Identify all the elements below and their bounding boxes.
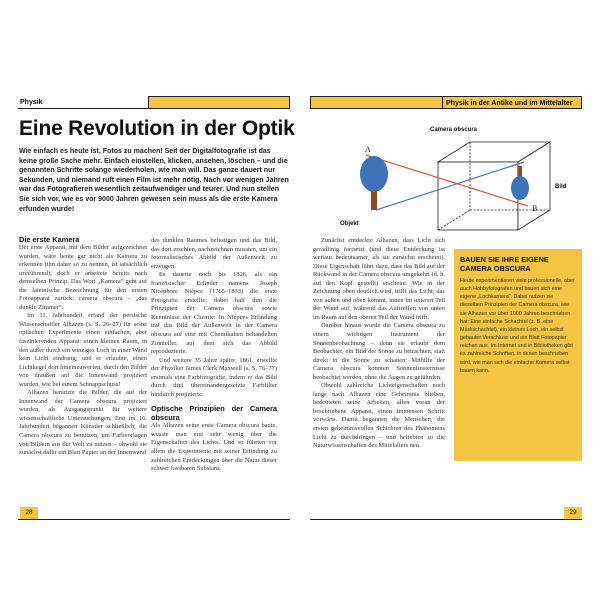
figure-label-b: B [532, 204, 538, 213]
paragraph: Zunächst entdeckte Alhazen, dass Licht sich geradlinig fortsetzt (und diese Entdeckung ist weitaus bedeutsamer, als sie zunächst erscheint). Diese Eigenschaft führt dazu, dass das Bild auf der Rückwand in der Camera obscura umgekehrt (d. h. auf den Kopf gestellt) erscheint. Wie in der Zeichnung oben deutlich wird, trifft das Licht, das von außen und oben kommt, innen im unteren Teil der Wand auf, während das Auftreffen von unten im Raum auf den oberen Teil der Wand trifft. [313, 237, 445, 321]
paragraph: Darüber hinaus wurde die Camera obscura zu einem wichtigen Instrument der Sonnenbeobachtung – denn sie erlaubt dem Beobachter, ein Bild der Sonne zu betrachten, statt direkt in die Sonne zu schauen: Mithilfe der Camera obscura konnten Sonnenfinsternisse beobachtet werden, ohne die Augen zu gefährden. [313, 322, 445, 381]
page-number-left: 28 [20, 507, 38, 519]
section-heading-optische-prinzipien: Optische Prinzipien der Camera obscura [151, 404, 277, 423]
paragraph: Als Alhazen seine erste Camera obscura baute, wusste man erst sehr wenig über die Eigenschaften des Lichts. Und so führten vor allem die Experimente mit seiner Erfindung zu zahlreichen Entdeckungen über die Natur dieser schwer fassbaren Substanz. [151, 422, 277, 473]
page-number-right: 29 [564, 507, 582, 519]
paragraph: Der erste Apparat, mit dem Bilder aufgezeichnet wurden, wäre heute gar nicht als Kamera zu erkennen (ihn daher so zu nennen, ist tatsächlich irreführend); doch er arbeitete bereits nach demselben Prinzip. Das Wort „Kamera“ geht auf die lateinische Bezeichnung für den ersten Fotoapparat zurück: camera obscura – „das dunkle Zimmer“. [19, 244, 147, 311]
header-left-bar [148, 96, 290, 109]
figure-label-a: A [365, 145, 371, 154]
camera-obscura-figure [318, 122, 580, 234]
paragraph: Es dauerte noch bis 1826, als ein französischer Erfinder namens Joseph Nicéphore Niépce (1765–1833) die erste Fotografie erstellte; dabei half ihm die Prinzipien der Camera obscura sowie Kenntnisse der Chemie: In Niépces Erfindung traf das Bild der Außenwelt in der Camera obscura auf eine mit Chemikalien behandelten Zinnteller, auf dem sich das Abbild reproduzierte. [151, 271, 277, 356]
header-left-label: Physik [18, 96, 148, 109]
camera-box [438, 142, 550, 230]
intro-text: Wie einfach es heute ist, Fotos zu machen! Seit der Digitalfotografie ist das keine große Sache mehr. Einfach einstellen, klicken, ansehen, löschen – und die genannten Schritte solange wiederholen, wie man will. Das ganze dauert nur Sekunden, und niemand ruft einen Film ist mehr nötig. Nach vor wenigen Jahren war das Fotografieren wesentlich zeitaufwendiger und teurer. Und nun stellen Sie sich vor, wie es vor 9000 Jahren gewesen sein muss als die erste Kamera erfunden wurde! [19, 148, 289, 213]
figure-title: Camera obscura [430, 127, 478, 133]
paragraph: Im 11. Jahrhundert erfand der persische Wissenschaftler Alhazen (s. S. 26–27) für seine optischen Experimente einen einfachen, aber faszinierenden Apparat: einen kleinen Raum, in den außer durch ein winziges Loch in einer Wand kein Licht eindrang, und er erlaubte, einen Lichtkegel dort hineinzuwerfen, durch den Bilder von draußen auf die Innenwand projiziert wurden, wie bei einem Schnappschuss! [19, 312, 147, 388]
paragraph: des dunklen Raumes befestigen und das Bild, das dort erschien, nachzeichnen mussten, um ein fotorealistisches Abbild der Außenwelt zu erzeugen. [151, 237, 277, 270]
paragraph: Obwohl zahlreiche Lichteigenschaften noch lange nach Alhazen eine Geheimnis blieben, bedeuteten seine Arbeiten, allen voran der beschriebene Apparat, einen immensen Schritt vorwärts. Damit begannen die Menschen, die ersten geheimnisvollen Schichten des Phänomens Licht zu durchdringen – und beliebten so die Naturwissenschaften des Mittelalters neu. [313, 382, 445, 450]
section-heading-erste-kamera: Die erste Kamera [19, 235, 80, 244]
footer-rule-right [310, 519, 582, 520]
tip-box-text: Heute experimentieren viele professionelle, aber auch Hobbyfotografen und bauen sich eine eigene „Lochkamera“. Dabei nutzen sie dieselben Prinzipien der Camera obscura, wie sie Alhazen vor über 1000 Jahren beschrieben hat: Eine einfache Schachtel (z. B. eine Müslischachtel), ein kleines Loch, ein selbst gebauter Verschluss und ein Blatt Fotopapier reichen aus. Im Internet und in Bibliotheken gibt es zahlreiche Schriften, in denen beschrieben wird, wie man sich die einfache Kamera selbst bauen kann. [460, 278, 575, 374]
paragraph: Und weitere 35 Jahre später, 1861, erstellte der Physiker James Clerk Maxwell (s. S. 76–77) erstmals eine Farbfotografie, indem er das Bild durch drei übereinandergesetzte Farbfilter hindurch projizierte. [151, 356, 277, 398]
camera-obscura-diagram [318, 122, 580, 234]
tip-box-heading: BAUEN SIE IHRE EIGENE CAMERA OBSCURA [460, 255, 549, 273]
paragraph: Alhazen benutzte die Bilder, die auf der Innenwand der Camera obscura projiziert wurden, als Ausgangspunkt für weitere wissenschaftliche Untersuchungen. Erst im 16. Jahrhundert begannen Künstler schließlich, die Camera obscura zu benutzen, um Farbvorlagen von Bildern aus der Welt zu nutzen – obwohl sie zunächst dafür ein Blatt Papier an der Innenwand [19, 389, 147, 457]
column-1 [19, 235, 147, 458]
page-title: Eine Revolution in der Optik [19, 117, 295, 140]
column-3 [313, 237, 445, 451]
tip-box [454, 249, 582, 461]
header-right [310, 96, 582, 109]
header-right-bar [310, 96, 442, 109]
footer-rule-left [18, 519, 290, 520]
object-tree-icon [360, 156, 388, 210]
column-2 [151, 237, 277, 474]
figure-label-object: Objekt [340, 221, 359, 227]
figure-label-image: Bild [555, 184, 567, 190]
header-right-label: Physik in der Antike und im Mittelalter [442, 96, 582, 109]
header-left [18, 96, 290, 109]
